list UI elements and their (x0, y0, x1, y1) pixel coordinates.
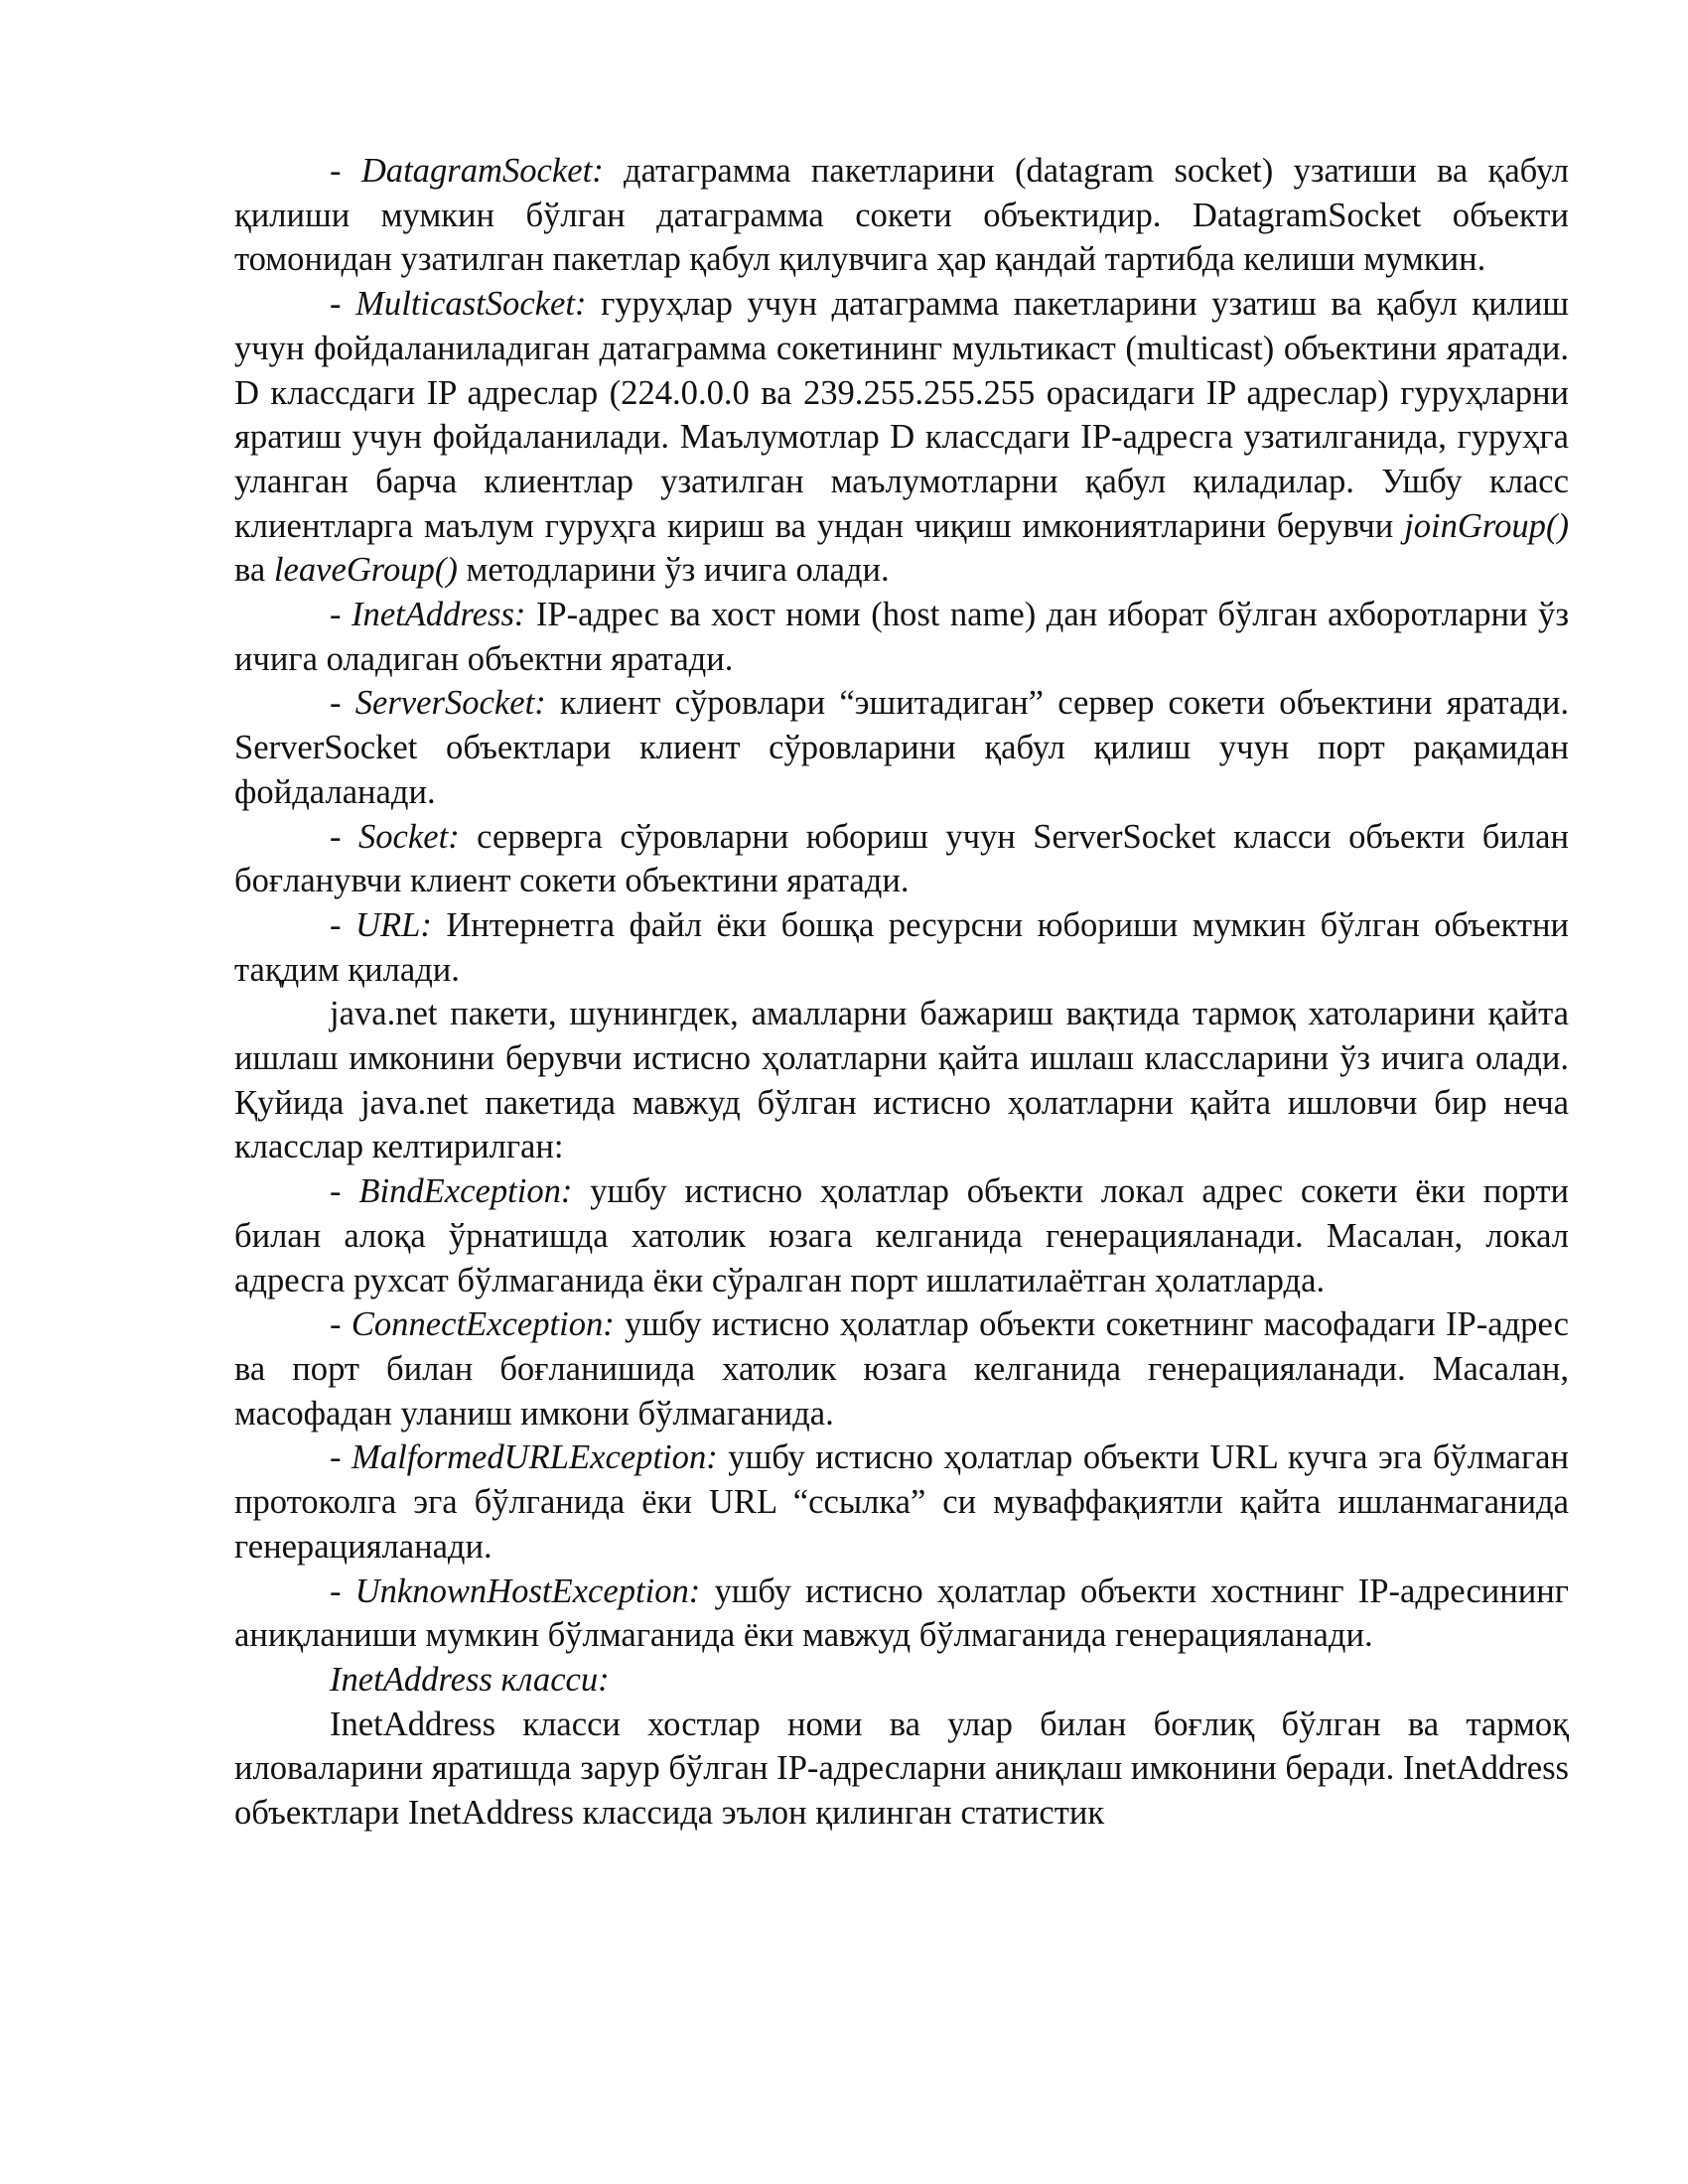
method-name: joinGroup() (1404, 506, 1569, 545)
paragraph-text: ушбу истисно ҳолатлар объекти URL кучга эга бўлмаган протоколга эга бўлганида ёки URL “ссылка” си муваффақиятли қайта ишланмаганида генерацияланади. (234, 1438, 1569, 1566)
paragraph-text: датаграмма пакетларини (datagram socket) узатиши ва қабул қилиши мумкин бўлган датаграмма сокети объектидир. DatagramSocket объекти томонидан узатилган пакетлар қабул қилувчига ҳар қандай тартибда келиши мумкин. (234, 152, 1569, 279)
term: BindException: (358, 1172, 573, 1211)
term: URL: (355, 905, 432, 944)
paragraph-java-net (234, 992, 1569, 1169)
paragraph-server-socket: - ServerSocket: клиент сўровлари “эшитадиган” сервер сокети объектини яратади. ServerSocket объектлари клиент сўровларини қабул қилиш учун порт рақамидан фойдаланади. (234, 684, 1569, 811)
paragraph-socket: - Socket: серверга сўровларни юбориш учун ServerSocket класси объекти билан боғланувчи клиент сокети объектини яратади. (234, 817, 1569, 900)
paragraph-unknown-host-exception: - UnknownHostException: ушбу истисно ҳолатлар объекти хостнинг IP-адресининг аниқланиши мумкин бўлмаганида ёки мавжуд бўлмаганида генерацияланади. (234, 1571, 1569, 1655)
paragraph-datagram-socket: - DatagramSocket: датаграмма пакетларини (datagram socket) узатиши ва қабул қилиши мумкин бўлган датаграмма сокети объектидир. DatagramSocket объекти томонидан узатилган пакетлар қабул қилувчига ҳар қандай тартибда келиши мумкин. (234, 152, 1569, 279)
paragraph-url: - URL: Интернетга файл ёки бошқа ресурсни юбориши мумкин бўлган объектни тақдим қилади. (234, 905, 1569, 989)
paragraph-text: ушбу истисно ҳолатлар объекти сокетнинг масофадаги IP-адрес ва порт билан боғланишида хатолик юзага келганида генерацияланади. Масалан, масофадан уланиш имкони бўлмаганида. (234, 1305, 1569, 1433)
paragraph-text: InetAddress класси хостлар номи ва улар билан боғлиқ бўлган ва тармоқ иловаларини яратишда зарур бўлган IP-адресларни аниқлаш имконини беради. InetAddress объектлари InetAddress классида эълон қилинган статистик (234, 1705, 1569, 1833)
term: MalformedURLException: (352, 1438, 718, 1477)
term: ServerSocket: (354, 684, 546, 723)
paragraph-text: IP-адрес ва хост номи (host name) дан иборат бўлган ахборотларни ўз ичига оладиган объектни яратади. (234, 596, 1569, 678)
method-name: leaveGroup() (273, 551, 458, 590)
paragraph-text: ушбу истисно ҳолатлар объекти хостнинг IP-адресининг аниқланиши мумкин бўлмаганида ёки мавжуд бўлмаганида генерацияланади. (234, 1571, 1569, 1655)
paragraph-connect-exception: - ConnectException: ушбу истисно ҳолатлар объекти сокетнинг масофадаги IP-адрес ва порт билан боғланишида хатолик юзага келганида генерацияланади. Масалан, масофадан уланиш имкони бўлмаганида. (234, 1305, 1569, 1433)
term: InetAddress: (352, 596, 526, 634)
paragraph-text: java.net пакети, шунингдек, амалларни бажариш вақтида тармоқ хатоларини қайта ишлаш имконини берувчи истисно ҳолатларни қайта ишлаш классларини ўз ичига олади. Қуйида java.net пакетида мавжуд бўлган истисно ҳолатларни қайта ишловчи бир неча класслар келтирилган: (234, 995, 1569, 1166)
term: MulticastSocket: (355, 285, 587, 324)
paragraph-inet-address-class (234, 1703, 1569, 1836)
term: Socket: (357, 817, 460, 856)
paragraph-text: методларини ўз ичига олади. (466, 551, 890, 590)
paragraph-text: клиент сўровлари “эшитадиган” сервер сокети объектини яратади. ServerSocket объектлари клиент сўровларини қабул қилиш учун порт рақамидан фойдаланади. (234, 684, 1569, 811)
paragraph-text: Интернетга файл ёки бошқа ресурсни юбориши мумкин бўлган объектни тақдим қилади. (234, 905, 1569, 989)
paragraph-text: гуруҳлар учун датаграмма пакетларини узатиш ва қабул қилиш учун фойдаланиладиган датаграмма сокетининг мультикаст (multicast) объектини яратади. D классдаги IP адреслар (224.0.0.0 ва 239.255.255.255 орасидаги IP адреслар) гуруҳларни яратиш учун фойдаланилади. Маълумотлар D классдаги IP-адресга узатилганида, гуруҳга уланган барча клиентлар узатилган маълумотларни қабул қиладилар. Ушбу класс клиентларга маълум гуруҳга кириш ва ундан чиқиш имкониятларини берувчи (234, 285, 1569, 545)
paragraph-text: серверга сўровларни юбориш учун ServerSocket класси объекти билан боғланувчи клиент сокети объектини яратади. (234, 817, 1569, 900)
paragraph-multicast-socket: - MulticastSocket: гуруҳлар учун датаграмма пакетларини узатиш ва қабул қилиш учун фойдаланиладиган датаграмма сокетининг мультикаст (multicast) объектини яратади. D классдаги IP адреслар (224.0.0.0 ва 239.255.255.255 орасидаги IP адреслар) гуруҳларни яратиш учун фойдаланилади. Маълумотлар D классдаги IP-адресга узатилганида, гуруҳга уланган барча клиентлар узатилган маълумотларни қабул қиладилар. Ушбу класс клиентларга маълум гуруҳга кириш ва ундан чиқиш имкониятларини берувчи joinGroup() ва leaveGroup() методларини ўз ичига олади. (234, 285, 1569, 590)
paragraph-inet-address: - InetAddress: IP-адрес ва хост номи (host name) дан иборат бўлган ахборотларни ўз ичига оладиган объектни яратади. (234, 596, 1569, 678)
paragraph-text: ва (234, 551, 266, 590)
section-heading (234, 1658, 1569, 1703)
paragraph-malformed-url-exception: - MalformedURLException: ушбу истисно ҳолатлар объекти URL кучга эга бўлмаган протоколга эга бўлганида ёки URL “ссылка” си муваффақиятли қайта ишланмаганида генерацияланади. (234, 1438, 1569, 1566)
term: ConnectException: (351, 1305, 615, 1344)
heading-text: InetAddress класси: (330, 1660, 610, 1699)
term: UnknownHostException: (354, 1571, 701, 1610)
paragraph-text: ушбу истисно ҳолатлар объекти локал адрес сокети ёки порти билан алоқа ўрнатишда хатолик юзага келганида генерацияланади. Масалан, локал адресга рухсат бўлмаганида ёки сўралган порт ишлатилаётган ҳолатларда. (234, 1172, 1569, 1299)
term: DatagramSocket: (360, 152, 604, 190)
document-page (234, 149, 1569, 1836)
paragraph-bind-exception: - BindException: ушбу истисно ҳолатлар объекти локал адрес сокети ёки порти билан алоқа ўрнатишда хатолик юзага келганида генерацияланади. Масалан, локал адресга рухсат бўлмаганида ёки сўралган порт ишлатилаётган ҳолатларда. (234, 1172, 1569, 1299)
